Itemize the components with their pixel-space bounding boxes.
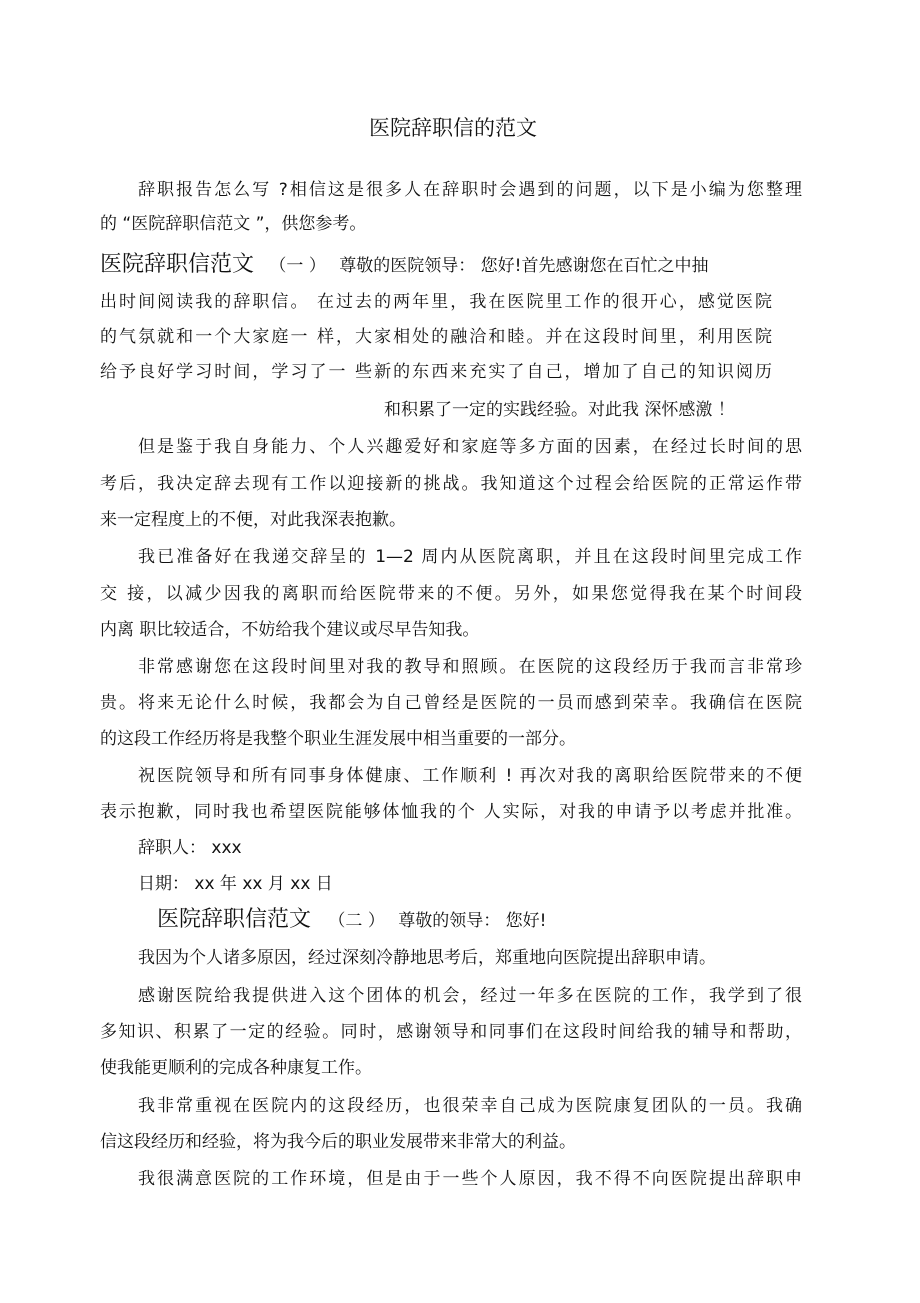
letter1-heading-rest: 尊敬的医院领导： 您好!首先感谢您在百忙之中抽 bbox=[339, 256, 709, 276]
letter1-heading-number: （一 ） bbox=[269, 256, 326, 276]
letter2-para4-line-1: 我很满意医院的工作环境，但是由于一些个人原因，我不得不向医院提出辞职申 bbox=[138, 1169, 802, 1189]
letter1-para2-line-3: 来一定程度上的不便，对此我深表抱歉。 bbox=[100, 510, 406, 530]
intro-line-1: 辞职报告怎么写 ?相信这是很多人在辞职时会遇到的问题，以下是小编为您整理 bbox=[138, 180, 802, 200]
letter2-para2-line-3: 使我能更顺利的完成各种康复工作。 bbox=[100, 1058, 372, 1078]
letter1-line-2: 的气氛就和一个大家庭一 样，大家相处的融洽和睦。并在这段时间里，利用医院 bbox=[100, 327, 772, 347]
letter1-line-1: 出时间阅读我的辞职信。 在过去的两年里，我在医院里工作的很开心，感觉医院 bbox=[100, 292, 772, 312]
letter1-heading-line bbox=[100, 250, 780, 281]
letter2-para3-line-1: 我非常重视在医院内的这段经历，也很荣幸自己成为医院康复团队的一员。我确 bbox=[138, 1096, 802, 1116]
letter1-para4-line-1: 非常感谢您在这段时间里对我的教导和照顾。在医院的这段经历于我而言非常珍 bbox=[138, 657, 802, 677]
letter1-para3-line-3: 内离 职比较适合，不妨给我个建议或尽早告知我。 bbox=[100, 620, 480, 640]
letter1-para5-line-2: 表示抱歉，同时我也希望医院能够体恤我的个 人实际，对我的申请予以考虑并批准。 bbox=[100, 802, 802, 822]
letter1-heading: 医院辞职信范文 bbox=[100, 252, 255, 277]
letter2-para2-line-2: 多知识、积累了一定的经验。同时，感谢领导和同事们在这段时间给我的辅导和帮助， bbox=[100, 1022, 802, 1042]
letter1-para5-line-1: 祝医院领导和所有同事身体健康、工作顺利 ! 再次对我的离职给医院带来的不便 bbox=[138, 766, 802, 786]
letter2-para1: 我因为个人诸多原因，经过深刻冷静地思考后，郑重地向医院提出辞职申请。 bbox=[138, 948, 716, 968]
letter2-heading-number: （二 ） bbox=[328, 911, 385, 931]
letter1-para3-line-2: 交 接，以减少因我的离职而给医院带来的不便。另外，如果您觉得我在某个时间段 bbox=[100, 584, 802, 604]
letter2-heading-rest: 尊敬的领导： 您好! bbox=[398, 911, 547, 931]
letter2-heading: 医院辞职信范文 bbox=[157, 907, 312, 932]
letter1-para2-line-1: 但是鉴于我自身能力、个人兴趣爱好和家庭等多方面的因素，在经过长时间的思 bbox=[138, 437, 802, 457]
letter1-date: 日期： xx 年 xx 月 xx 日 bbox=[138, 874, 333, 894]
letter2-heading-line bbox=[157, 905, 546, 936]
intro-line-2: 的 “医院辞职信范文 ”，供您参考。 bbox=[100, 214, 367, 234]
letter1-para3-line-1: 我已准备好在我递交辞呈的 1—2 周内从医院离职，并且在这段时间里完成工作 bbox=[138, 547, 802, 567]
letter1-line-4: 和积累了一定的实践经验。对此我 深怀感激 ！ bbox=[384, 400, 735, 420]
letter1-para4-line-2: 贵。将来无论什么时候，我都会为自己曾经是医院的一员而感到荣幸。我确信在医院 bbox=[100, 693, 802, 713]
document-title: 医院辞职信的范文 bbox=[369, 116, 537, 140]
letter2-para3-line-2: 信这段经历和经验，将为我今后的职业发展带来非常大的利益。 bbox=[100, 1132, 576, 1152]
letter1-para4-line-3: 的这段工作经历将是我整个职业生涯发展中相当重要的一部分。 bbox=[100, 729, 576, 749]
letter1-line-3: 给予良好学习时间，学习了一 些新的东西来充实了自己，增加了自己的知识阅历 bbox=[100, 362, 772, 382]
letter1-para2-line-2: 考后，我决定辞去现有工作以迎接新的挑战。我知道这个过程会给医院的正常运作带 bbox=[100, 474, 802, 494]
letter2-para2-line-1: 感谢医院给我提供进入这个团体的机会，经过一年多在医院的工作，我学到了很 bbox=[138, 986, 802, 1006]
letter1-signer: 辞职人： xxx bbox=[138, 838, 242, 858]
